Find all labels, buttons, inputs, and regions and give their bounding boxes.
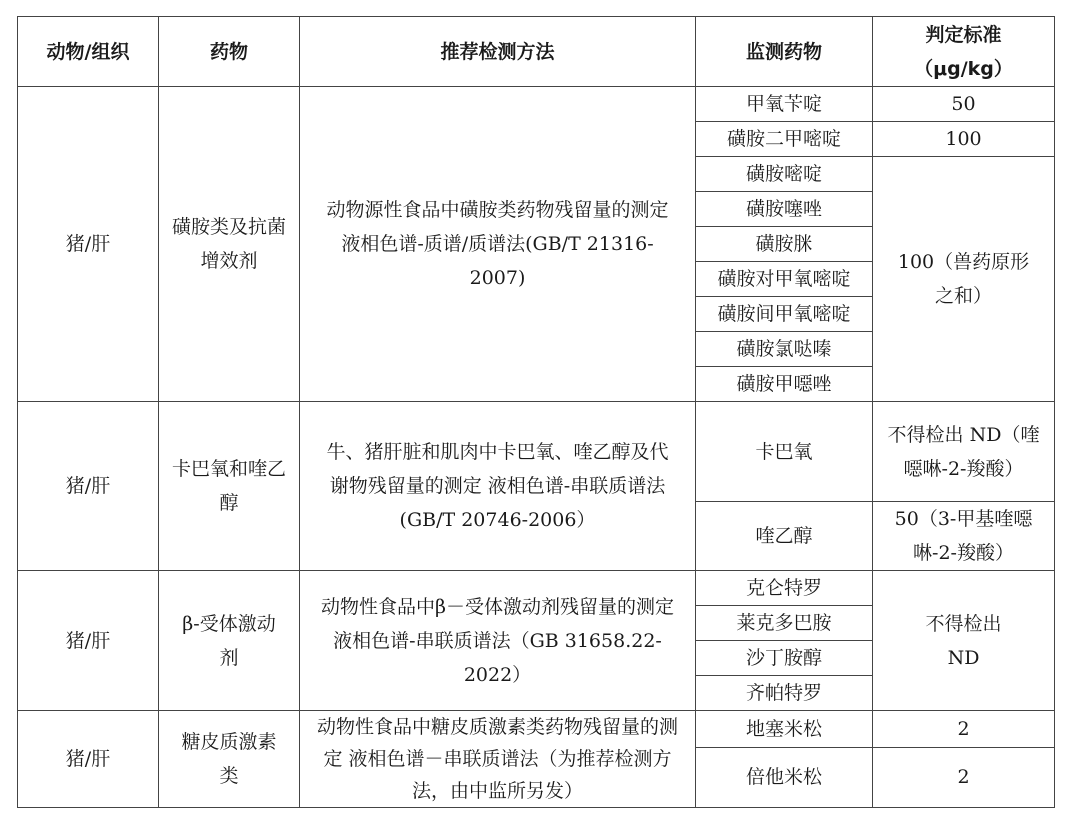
method-cell: 动物性食品中β－受体激动剂残留量的测定 液相色谱-串联质谱法（GB 31658.22-2022） xyxy=(300,571,696,711)
monitor-cell: 喹乙醇 xyxy=(696,502,873,571)
monitor-cell: 克仑特罗 xyxy=(696,571,873,606)
drug-cell: β-受体激动剂 xyxy=(159,571,300,711)
standard-cell: 2 xyxy=(873,747,1055,808)
table-row xyxy=(18,571,1055,606)
merged-standard-cell: 100（兽药原形之和） xyxy=(873,157,1055,402)
header-drug: 药物 xyxy=(159,17,300,87)
monitor-cell: 磺胺甲噁唑 xyxy=(696,367,873,402)
header-monitor: 监测药物 xyxy=(696,17,873,87)
header-animal: 动物/组织 xyxy=(18,17,159,87)
header-standard-unit: （μg/kg） xyxy=(914,57,1013,80)
monitor-cell: 沙丁胺醇 xyxy=(696,641,873,676)
drug-residue-table xyxy=(17,16,1055,808)
standard-cell: 50 xyxy=(873,87,1055,122)
monitor-cell: 磺胺氯哒嗪 xyxy=(696,332,873,367)
method-cell: 动物性食品中糖皮质激素类药物残留量的测定 液相色谱－串联质谱法（为推荐检测方法，由中监所另发） xyxy=(300,711,696,808)
standard-cell: 50（3-甲基喹噁啉-2-羧酸） xyxy=(873,502,1055,571)
monitor-cell: 甲氧苄啶 xyxy=(696,87,873,122)
animal-cell: 猪/肝 xyxy=(18,711,159,808)
standard-cell: 2 xyxy=(873,711,1055,748)
monitor-cell: 地塞米松 xyxy=(696,711,873,748)
animal-cell: 猪/肝 xyxy=(18,87,159,402)
method-cell: 动物源性食品中磺胺类药物残留量的测定 液相色谱-质谱/质谱法(GB/T 21316-2007) xyxy=(300,87,696,402)
monitor-cell: 卡巴氧 xyxy=(696,402,873,502)
animal-cell: 猪/肝 xyxy=(18,571,159,711)
monitor-cell: 磺胺对甲氧嘧啶 xyxy=(696,262,873,297)
header-standard xyxy=(873,17,1055,87)
monitor-cell: 莱克多巴胺 xyxy=(696,606,873,641)
monitor-cell: 磺胺间甲氧嘧啶 xyxy=(696,297,873,332)
drug-cell: 卡巴氧和喹乙醇 xyxy=(159,402,300,571)
monitor-cell: 磺胺脒 xyxy=(696,227,873,262)
table-row xyxy=(18,402,1055,502)
table-row xyxy=(18,711,1055,748)
monitor-cell: 齐帕特罗 xyxy=(696,676,873,711)
monitor-cell: 倍他米松 xyxy=(696,747,873,808)
header-method: 推荐检测方法 xyxy=(300,17,696,87)
monitor-cell: 磺胺嘧啶 xyxy=(696,157,873,192)
monitor-cell: 磺胺二甲嘧啶 xyxy=(696,122,873,157)
method-cell: 牛、猪肝脏和肌肉中卡巴氧、喹乙醇及代谢物残留量的测定 液相色谱-串联质谱法(GB/T 20746-2006） xyxy=(300,402,696,571)
animal-cell: 猪/肝 xyxy=(18,402,159,571)
header-row xyxy=(18,17,1055,87)
drug-cell: 磺胺类及抗菌增效剂 xyxy=(159,87,300,402)
standard-cell: 100 xyxy=(873,122,1055,157)
monitor-cell: 磺胺噻唑 xyxy=(696,192,873,227)
merged-standard-cell: 不得检出 ND xyxy=(873,571,1055,711)
table-row xyxy=(18,87,1055,122)
drug-cell: 糖皮质激素类 xyxy=(159,711,300,808)
standard-cell: 不得检出 ND（喹噁啉-2-羧酸） xyxy=(873,402,1055,502)
header-standard-label: 判定标准 xyxy=(925,23,1002,46)
